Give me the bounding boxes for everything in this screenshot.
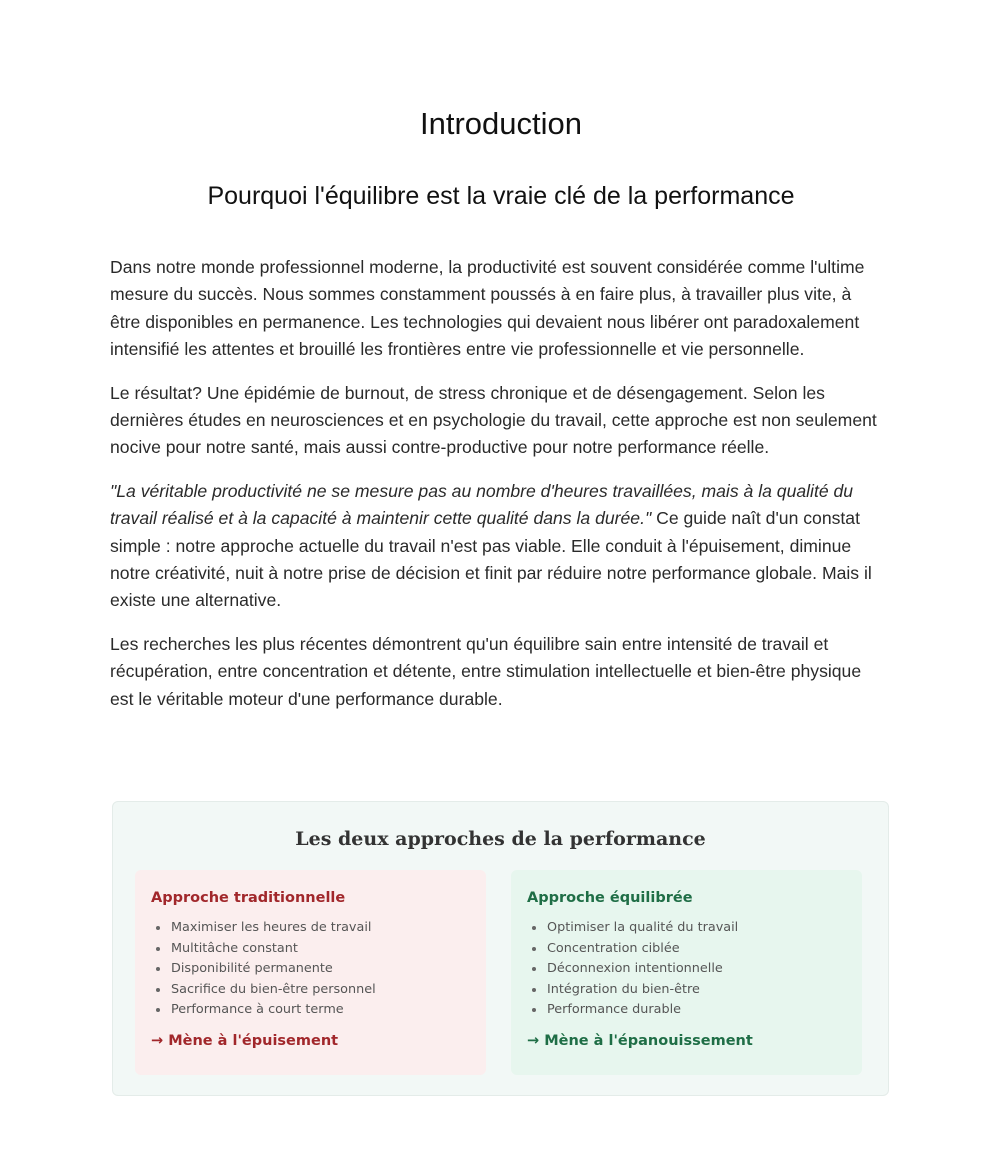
page-subtitle: Pourquoi l'équilibre est la vraie clé de la performance	[207, 182, 795, 210]
traditional-approach-card	[135, 870, 486, 1075]
traditional-approach-title: Approche traditionnelle	[151, 890, 346, 906]
paragraph-quote	[110, 478, 885, 615]
comparison-panel	[112, 801, 889, 1096]
list-item: Intégration du bien-être	[531, 980, 846, 1001]
pull-quote: "La véritable productivité ne se mesure pas au nombre d'heures travaillées, mais à la qualité du travail réalisé et à la capacité à maintenir cette qualité dans la durée."	[110, 480, 854, 529]
list-item: Performance à court terme	[155, 1000, 470, 1021]
balanced-approach-card	[511, 870, 862, 1075]
list-item: Multitâche constant	[155, 939, 470, 960]
list-item: Sacrifice du bien-être personnel	[155, 980, 470, 1001]
traditional-approach-result: → Mène à l'épuisement	[151, 1032, 339, 1049]
balanced-approach-result: → Mène à l'épanouissement	[527, 1032, 753, 1049]
list-item: Concentration ciblée	[531, 939, 846, 960]
list-item: Maximiser les heures de travail	[155, 918, 470, 939]
page-title: Introduction	[420, 106, 582, 141]
list-item: Déconnexion intentionnelle	[531, 959, 846, 980]
list-item: Performance durable	[531, 1000, 846, 1021]
quote-followup: Ce guide naît d'un constat simple : notre approche actuelle du travail n'est pas viable. Elle conduit à l'épuisement, diminue notre créativité, nuit à notre prise de décision et finit par réduire notre performance globale. Mais il existe une alternative.	[110, 508, 872, 611]
paragraph-context: Dans notre monde professionnel moderne, la productivité est souvent considérée comme l'ultime mesure du succès. Nous sommes constamment poussés à en faire plus, à travailler plus vite, à être disponibles en permanence. Les technologies qui devaient nous libérer ont paradoxalement intensifié les attentes et brouillé les frontières entre vie professionnelle et vie personnelle.	[110, 257, 865, 360]
comparison-title: Les deux approches de la performance	[295, 828, 706, 850]
paragraph-closing: Les recherches les plus récentes démontrent qu'un équilibre sain entre intensité de travail et récupération, entre concentration et détente, entre stimulation intellectuelle et bien-être physique est le véritable moteur d'une performance durable.	[110, 633, 862, 709]
intro-body	[110, 254, 885, 729]
balanced-approach-title: Approche équilibrée	[527, 890, 693, 906]
paragraph-result: Le résultat? Une épidémie de burnout, de stress chronique et de désengagement. Selon les dernières études en neurosciences et en psychologie du travail, cette approche est non seulement nocive pour notre santé, mais aussi contre-productive pour notre performance réelle.	[110, 382, 877, 458]
balanced-approach-list	[527, 918, 846, 1021]
list-item: Disponibilité permanente	[155, 959, 470, 980]
traditional-approach-list	[151, 918, 470, 1021]
list-item: Optimiser la qualité du travail	[531, 918, 846, 939]
